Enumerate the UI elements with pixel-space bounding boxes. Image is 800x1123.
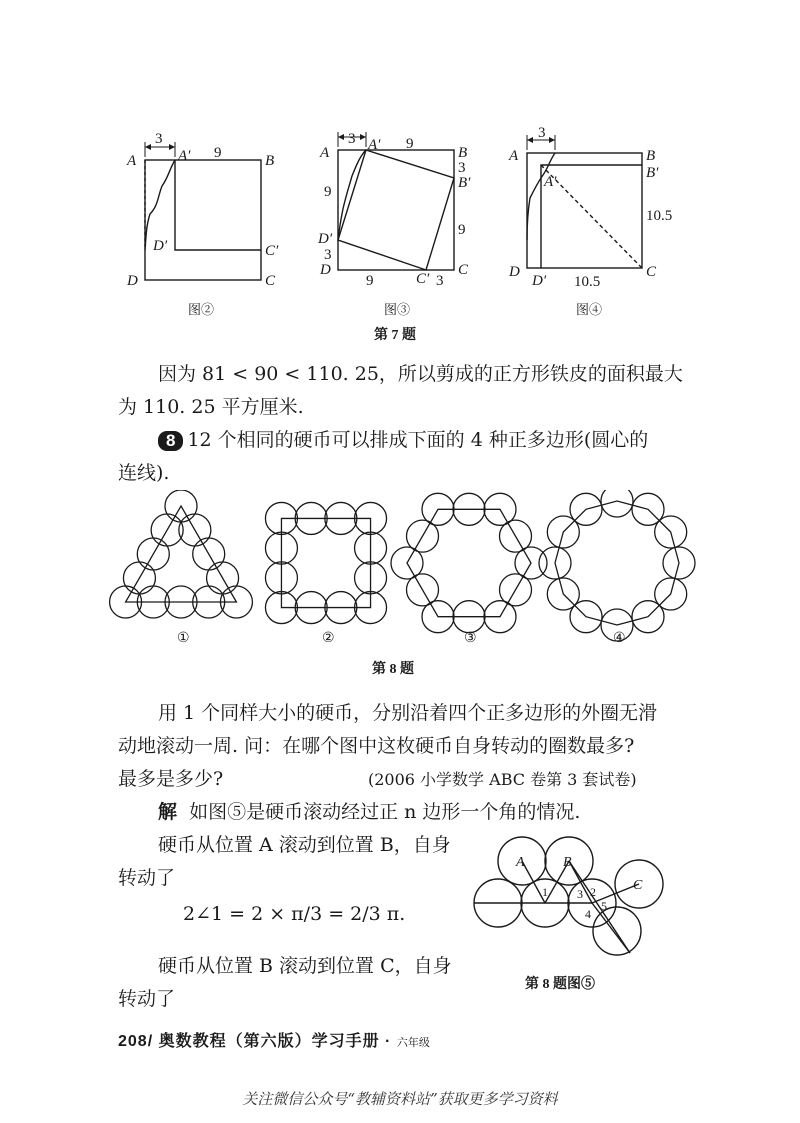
solution-line-4: 硬币从位置 B 滚动到位置 C，自身 xyxy=(158,955,452,977)
figure8-polygon-1 xyxy=(126,506,237,602)
figure8-title: 第 8 题 xyxy=(372,662,414,677)
problem8-text-1: 12 个相同的硬币可以排成下面的 4 种正多边形(圆心的 xyxy=(187,429,649,451)
solution-line-5: 转动了 xyxy=(118,988,176,1010)
fig3-dim-top3: 3 xyxy=(348,131,356,147)
fig2-dim-9: 9 xyxy=(214,145,222,161)
fig4-dim-b: 10.5 xyxy=(574,274,601,290)
problem-source: (2006 小学数学 ABC 卷第 3 套试卷) xyxy=(368,770,637,789)
fig4-label-C: C xyxy=(646,264,657,280)
fig3-label-Aprime: A′ xyxy=(368,137,381,153)
fig2-label-Cprime: C′ xyxy=(265,243,279,259)
solution-line-1 xyxy=(158,796,580,829)
problem8-line-1 xyxy=(158,424,648,457)
problem8-line-2: 连线). xyxy=(118,462,170,484)
solution-label: 解 xyxy=(158,801,178,823)
fig3-dim-top9: 9 xyxy=(406,136,414,152)
fig3-caption: 图③ xyxy=(384,302,411,317)
fig4-label-A: A xyxy=(509,148,519,164)
fig3-label-B: B xyxy=(458,145,468,161)
fig5-angle-4: 4 xyxy=(585,907,591,921)
fig3-label-D: D xyxy=(320,262,331,278)
figure8-polygon-2 xyxy=(281,518,370,607)
book-title: 奥数教程（第六版）学习手册 xyxy=(158,1033,380,1050)
fig4-caption: 图④ xyxy=(576,302,603,317)
fig5-angle-3: 3 xyxy=(577,887,583,901)
fig5-angle-5: 5 xyxy=(601,899,607,913)
grade-label: 六年级 xyxy=(396,1037,430,1049)
fig4-label-Dprime: D′ xyxy=(532,273,547,289)
fig2-label-A: A xyxy=(127,153,137,169)
fig3-dim-l3: 3 xyxy=(324,247,332,263)
conclusion-line-1: 因为 81 < 90 < 110. 25，所以剪成的正方形铁皮的面积最大 xyxy=(158,363,683,385)
fig3-dim-l9: 9 xyxy=(324,184,332,200)
fig2-label-C: C xyxy=(265,273,276,289)
fig3-dim-b3: 3 xyxy=(436,273,444,289)
solution-line-2: 硬币从位置 A 滚动到位置 B，自身 xyxy=(158,834,451,856)
page-number: 208 xyxy=(118,1033,148,1050)
watermark-text: 关注微信公众号“教辅资料站”获取更多学习资料 xyxy=(242,1090,558,1108)
fig4-label-Aprime: A′ xyxy=(544,174,557,190)
fig2-label-B: B xyxy=(265,153,275,169)
fig4-label-B: B xyxy=(646,148,656,164)
problem-body-line-2: 动地滚动一周. 问：在哪个图中这枚硬币自身转动的圈数最多? xyxy=(118,735,635,757)
figure-8 xyxy=(0,490,800,680)
fig3-label-C: C xyxy=(458,262,469,278)
fig4-dim-3: 3 xyxy=(538,125,546,141)
fig3-dim-r3: 3 xyxy=(458,160,466,176)
solution-line-3: 转动了 xyxy=(118,867,176,889)
figure8-label-2: ② xyxy=(322,631,335,646)
figure7-title: 第 7 题 xyxy=(374,328,416,343)
fig2-label-Aprime: A′ xyxy=(178,148,191,164)
fig2-inner-L xyxy=(175,160,261,250)
page-footer: 208/ 奥数教程（第六版）学习手册 · 六年级 xyxy=(118,1033,430,1050)
solution-text-1: 如图⑤是硬币滚动经过正 n 边形一个角的情况. xyxy=(189,801,581,823)
fig4-label-D: D xyxy=(509,264,520,280)
figure-5 xyxy=(465,828,685,998)
fig5-label-B: B xyxy=(563,855,572,870)
figure8-label-3: ③ xyxy=(464,631,477,646)
problem-body-line-3: 最多是多少? xyxy=(118,768,224,790)
fig5-label-C: C xyxy=(633,878,643,893)
fig4-dim-r: 10.5 xyxy=(646,208,673,224)
figure-7 xyxy=(0,0,800,345)
fig3-dim-r9: 9 xyxy=(458,222,466,238)
figure8-label-1: ① xyxy=(177,631,190,646)
conclusion-line-2: 为 110. 25 平方厘米. xyxy=(118,396,304,418)
fig3-label-Bprime: B′ xyxy=(458,175,471,191)
problem-body-line-1: 用 1 个同样大小的硬币，分别沿着四个正多边形的外圈无滑 xyxy=(158,702,658,724)
fig2-label-Dprime: D′ xyxy=(153,238,168,254)
fig4-label-Bprime: B′ xyxy=(646,165,659,181)
fig5-label-A: A xyxy=(516,855,525,870)
figure8-label-4: ④ xyxy=(613,631,626,646)
fig3-label-Dprime: D′ xyxy=(318,231,333,247)
fig5-angle-2: 2 xyxy=(590,885,596,899)
solution-formula: 2∠1 = 2 × π/3 = 2/3 π. xyxy=(183,903,406,925)
fig5-angle-1: 1 xyxy=(542,885,548,899)
fig2-dim-3: 3 xyxy=(155,131,163,147)
fig2-cut-curve xyxy=(145,160,175,250)
problem-number-badge: 8 xyxy=(158,431,183,451)
fig2-outer-rect xyxy=(145,160,261,280)
fig3-label-A: A xyxy=(320,145,330,161)
fig2-caption: 图② xyxy=(188,302,215,317)
fig5-caption: 第 8 题图⑤ xyxy=(525,977,595,992)
fig2-label-D: D xyxy=(127,273,138,289)
fig3-label-Cprime: C′ xyxy=(416,271,430,287)
fig3-dim-b9: 9 xyxy=(366,273,374,289)
